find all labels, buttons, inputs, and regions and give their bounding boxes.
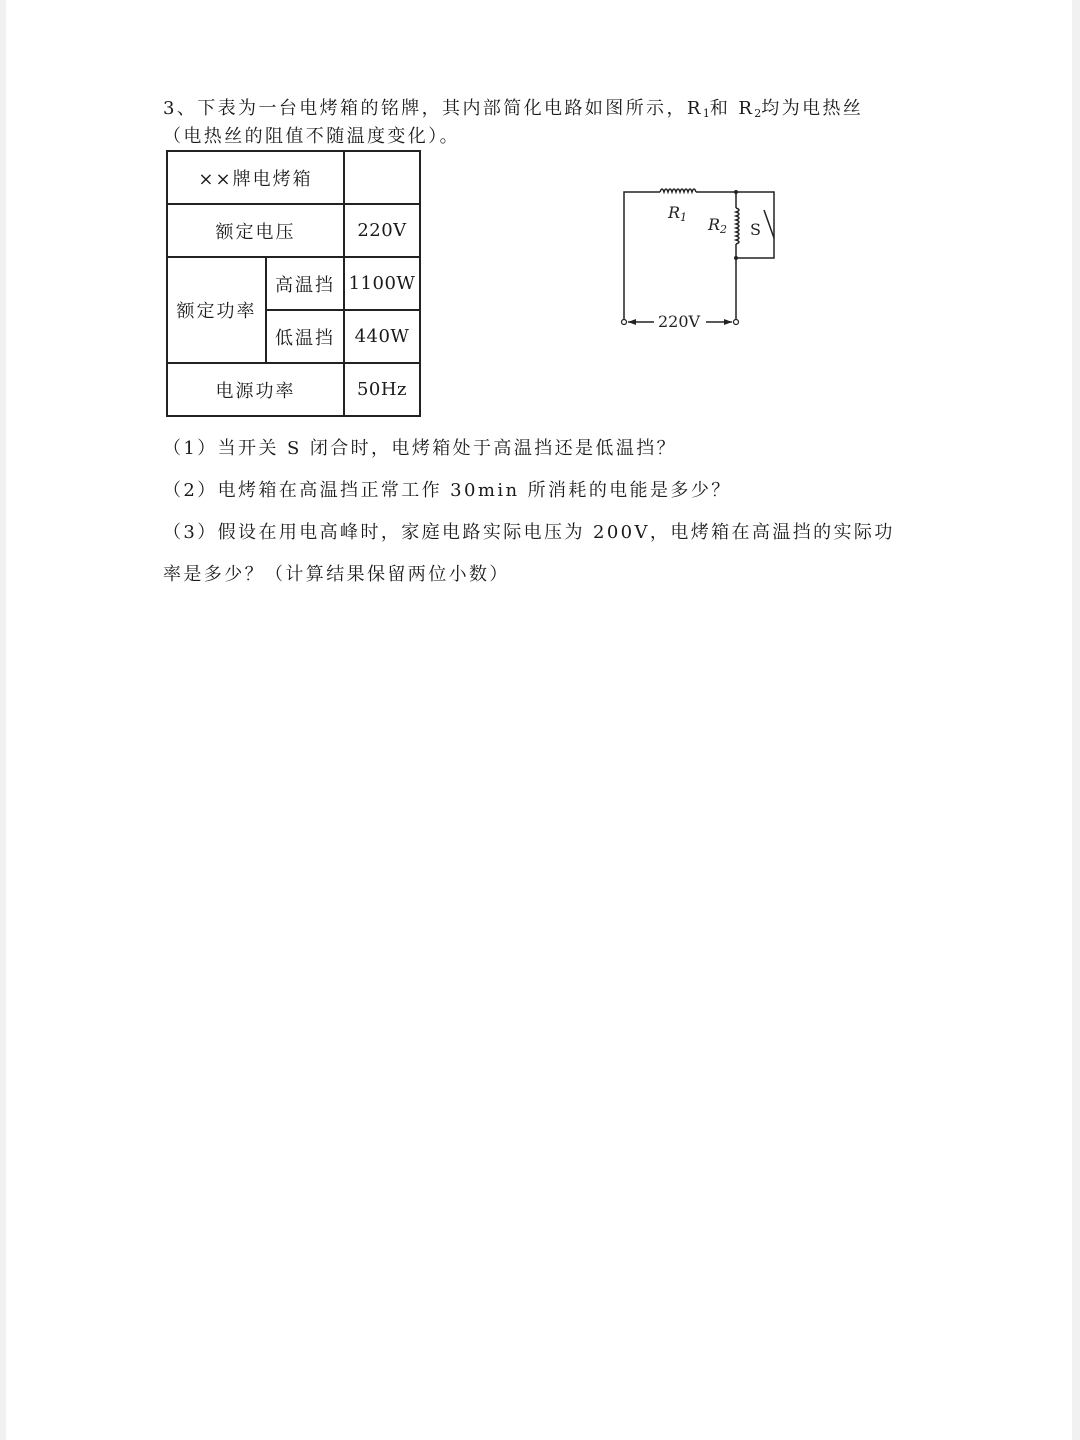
nameplate-table [166,150,421,417]
low-mode-value: 440W [344,310,420,363]
r1-coil [660,189,696,192]
high-mode-value: 1100W [344,257,420,310]
left-wire [624,192,660,322]
voltage-label: 220V [658,312,701,331]
rated-voltage-label: 额定电压 [167,204,344,257]
r2-coil [736,208,739,244]
switch-blade [764,210,774,238]
question-intro-line1: 3、下表为一台电烤箱的铭牌，其内部简化电路如图所示，R1和 R2均为电热丝 [163,98,864,120]
switch-label: S [750,220,761,239]
left-arrow [628,319,636,325]
sub-question-3-line1: （3）假设在用电高峰时，家庭电路实际电压为 200V，电烤箱在高温挡的实际功 [163,522,895,543]
brand-cell: ××牌电烤箱 [167,151,344,204]
right-arrow [724,319,732,325]
empty-cell [344,151,420,204]
r2-subscript: 2 [754,107,762,120]
sub-question-2: （2）电烤箱在高温挡正常工作 30min 所消耗的电能是多少？ [163,480,732,501]
supply-value: 50Hz [344,363,420,416]
right-terminal [734,320,739,325]
supply-label: 电源功率 [167,363,344,416]
top-junction [734,190,738,194]
sub-question-1: （1）当开关 S 闭合时，电烤箱处于高温挡还是低温挡？ [163,438,678,459]
high-mode-label: 高温挡 [266,257,344,310]
rated-power-label: 额定功率 [167,257,266,363]
low-mode-label: 低温挡 [266,310,344,363]
circuit-diagram [610,178,790,338]
bottom-junction [734,256,738,260]
left-terminal [622,320,627,325]
sub-question-3-line2: 率是多少？（计算结果保留两位小数） [163,564,510,585]
r1-label: R1 [668,203,688,224]
r1-subscript: 1 [702,107,710,120]
rated-voltage-value: 220V [344,204,420,257]
r2-label: R2 [708,215,728,236]
question-intro-line2: （电热丝的阻值不随温度变化）。 [163,126,460,147]
